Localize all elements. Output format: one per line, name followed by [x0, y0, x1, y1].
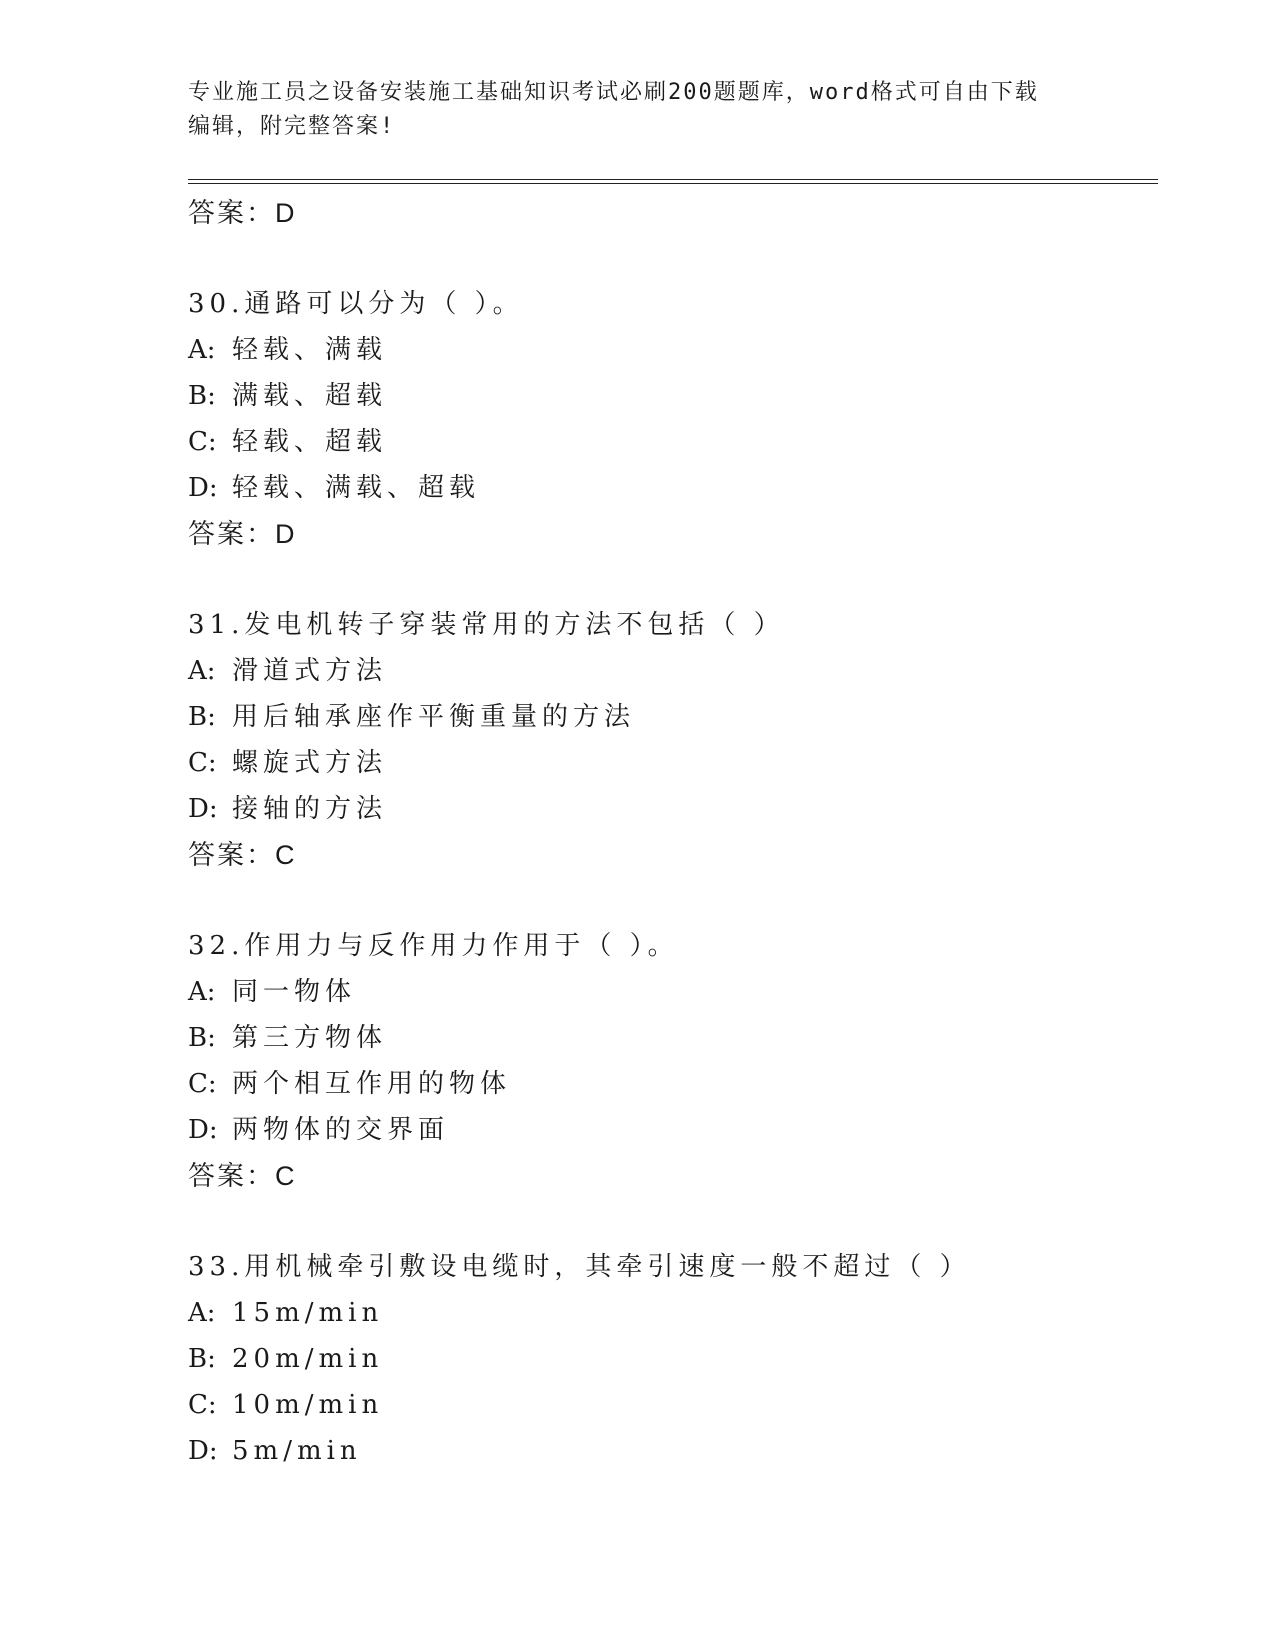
option-text: 同一物体	[232, 977, 357, 1007]
option-text: 用后轴承座作平衡重量的方法	[232, 702, 636, 732]
option-c	[188, 1382, 1188, 1428]
option-a	[188, 327, 1188, 373]
option-d	[188, 1107, 1188, 1153]
option-b	[188, 694, 1188, 740]
option-d	[188, 1428, 1188, 1474]
option-a	[188, 1290, 1188, 1336]
option-b	[188, 1015, 1188, 1061]
option-text: 接轴的方法	[232, 794, 388, 824]
option-b	[188, 373, 1188, 419]
question-33	[188, 1244, 1188, 1474]
option-letter: C:	[188, 748, 217, 778]
question-title: 31.发电机转子穿装常用的方法不包括（ ）	[188, 610, 785, 640]
spacer	[188, 1199, 1188, 1244]
option-text: 轻载、超载	[232, 427, 388, 457]
option-text: 满载、超载	[232, 381, 388, 411]
answer-line: 答案：C	[188, 1161, 297, 1191]
option-text: 5m/min	[232, 1436, 362, 1466]
spacer	[188, 878, 1188, 923]
option-a	[188, 969, 1188, 1015]
option-letter: D:	[188, 1436, 218, 1466]
option-text: 轻载、满载	[232, 335, 388, 365]
header-divider-bottom	[188, 183, 1158, 184]
option-text: 轻载、满载、超载	[232, 473, 481, 503]
option-b	[188, 1336, 1188, 1382]
option-letter: A:	[188, 977, 216, 1007]
option-c	[188, 419, 1188, 465]
option-text: 滑道式方法	[232, 656, 388, 686]
option-text: 两物体的交界面	[232, 1115, 450, 1145]
question-32	[188, 923, 1188, 1199]
option-letter: A:	[188, 1298, 216, 1328]
answer-line: 答案：C	[188, 840, 297, 870]
option-letter: D:	[188, 794, 218, 824]
option-letter: A:	[188, 335, 216, 365]
question-31	[188, 602, 1188, 878]
option-letter: B:	[188, 1344, 216, 1374]
option-d	[188, 786, 1188, 832]
question-30	[188, 281, 1188, 557]
option-c	[188, 740, 1188, 786]
option-letter: C:	[188, 427, 217, 457]
option-letter: B:	[188, 381, 216, 411]
option-c	[188, 1061, 1188, 1107]
answer-line: 答案：D	[188, 519, 297, 549]
question-title: 30.通路可以分为（ ）。	[188, 289, 524, 319]
option-text: 20m/min	[232, 1344, 384, 1374]
option-letter: C:	[188, 1390, 217, 1420]
spacer	[188, 557, 1188, 602]
option-text: 两个相互作用的物体	[232, 1069, 512, 1099]
option-letter: D:	[188, 1115, 218, 1145]
option-letter: A:	[188, 656, 216, 686]
option-letter: C:	[188, 1069, 217, 1099]
header-line-2: 编辑，附完整答案!	[188, 114, 396, 139]
question-title: 33.用机械牵引敷设电缆时，其牵引速度一般不超过（ ）	[188, 1252, 971, 1282]
option-text: 15m/min	[232, 1298, 384, 1328]
option-letter: B:	[188, 702, 216, 732]
spacer	[188, 236, 1188, 281]
header-divider-top	[188, 179, 1158, 180]
question-list	[188, 190, 1188, 1474]
option-text: 第三方物体	[232, 1023, 388, 1053]
option-text: 螺旋式方法	[232, 748, 388, 778]
previous-answer: 答案：D	[188, 198, 297, 228]
option-text: 10m/min	[232, 1390, 384, 1420]
option-a	[188, 648, 1188, 694]
question-title: 32.作用力与反作用力作用于（ ）。	[188, 931, 679, 961]
header-line-1: 专业施工员之设备安装施工基础知识考试必刷200题题库，word格式可自由下载	[188, 80, 1039, 105]
option-d	[188, 465, 1188, 511]
option-letter: B:	[188, 1023, 216, 1053]
document-header	[188, 76, 1088, 144]
option-letter: D:	[188, 473, 218, 503]
